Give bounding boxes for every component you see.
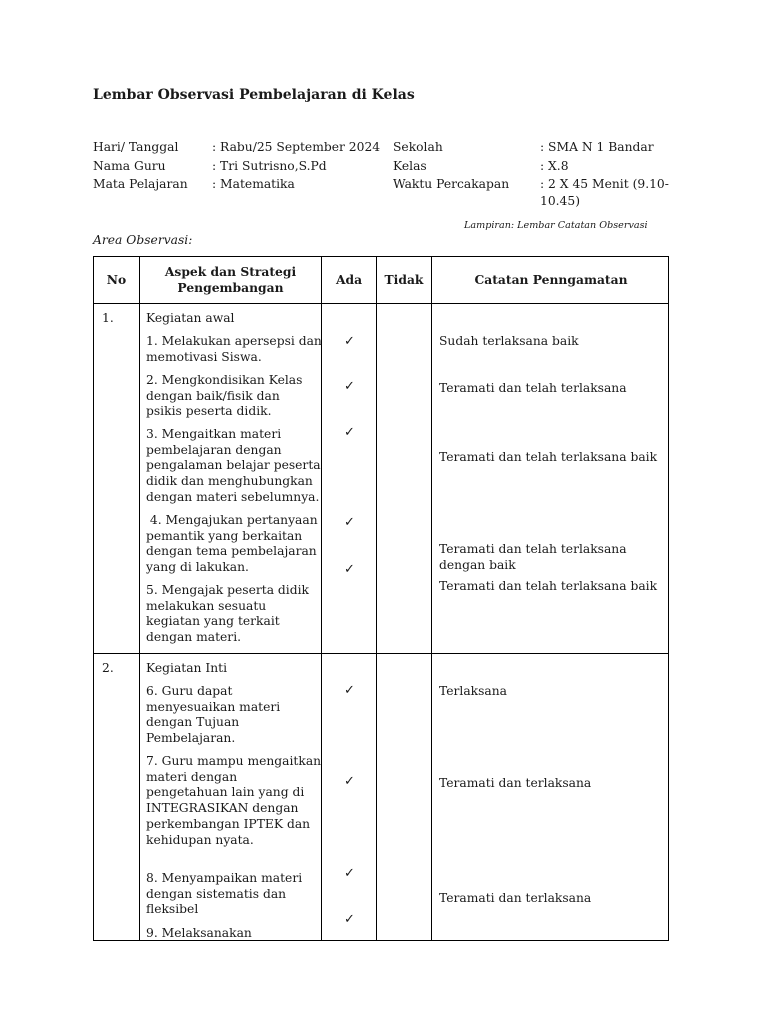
- section2-title: Kegiatan Inti: [146, 661, 228, 675]
- aspect-item-6: 6. Guru dapat menyesuaikan materi dengan Tujuan Pembelajaran.: [146, 684, 281, 746]
- section1-title: Kegiatan awal: [146, 311, 235, 325]
- note-item-5: Teramati dan telah terlaksana baik: [439, 579, 658, 593]
- note-item-8: Teramati dan terlaksana: [439, 891, 592, 905]
- area-label: Area Observasi:: [93, 233, 193, 247]
- info-labels-right: [393, 138, 509, 194]
- check-mark-item-4: ✓: [344, 515, 355, 530]
- aspect-item-3: 3. Mengaitkan materi pembelajaran dengan pengalaman belajar peserta didik dan menghubungkan dengan materi sebelumnya.: [146, 427, 321, 504]
- col-divider: [139, 257, 140, 940]
- check-mark-item-7: ✓: [344, 774, 355, 789]
- col-divider: [376, 257, 377, 940]
- header-tidak: Tidak: [384, 272, 424, 287]
- col-divider: [431, 257, 432, 940]
- section1-no: 1.: [102, 311, 114, 325]
- check-mark-item-1: ✓: [344, 334, 355, 349]
- check-mark-item-5: ✓: [344, 562, 355, 577]
- day-value: : Rabu/25 September 2024: [212, 140, 381, 154]
- check-mark-item-2: ✓: [344, 379, 355, 394]
- info-labels-left: [93, 138, 188, 194]
- class-label: Kelas: [393, 158, 427, 173]
- check-mark-item-3: ✓: [344, 425, 355, 440]
- section2-no: 2.: [102, 661, 114, 675]
- class-value: : X.8: [540, 158, 569, 173]
- subject-label: Mata Pelajaran: [93, 177, 188, 191]
- teacher-label: Nama Guru: [93, 158, 166, 173]
- teacher-value: : Tri Sutrisno,S.Pd: [212, 158, 327, 173]
- check-mark-item-6: ✓: [344, 683, 355, 698]
- check-mark-item-8: ✓: [344, 866, 355, 881]
- info-values-right: [540, 138, 669, 210]
- header-notes: Catatan Penngamatan: [474, 272, 628, 287]
- observation-table: [93, 256, 669, 941]
- time-value-line1: : 2 X 45 Menit (9.10-: [540, 177, 669, 191]
- header-ada: Ada: [335, 272, 363, 287]
- header-aspect: [140, 264, 321, 296]
- info-values-left: [212, 138, 380, 194]
- row-divider: [94, 653, 668, 654]
- subject-value: : Matematika: [212, 177, 295, 191]
- aspect-item-5: 5. Mengajak peserta didik melakukan sesuatu kegiatan yang terkait dengan materi.: [146, 583, 309, 645]
- note-item-1: Sudah terlaksana baik: [439, 334, 579, 348]
- note-item-6: Terlaksana: [439, 684, 508, 698]
- school-label: Sekolah: [393, 140, 443, 154]
- school-value: : SMA N 1 Bandar: [540, 140, 654, 154]
- check-mark-item-9: ✓: [344, 912, 355, 927]
- note-item-2: Teramati dan telah terlaksana: [439, 381, 627, 395]
- header-no: No: [106, 272, 127, 287]
- header-aspect-line2: Pengembangan: [177, 280, 284, 295]
- row-divider: [94, 303, 668, 304]
- aspect-item-1: 1. Melakukan apersepsi dan memotivasi Siswa.: [146, 334, 322, 364]
- header-aspect-line1: Aspek dan Strategi: [164, 264, 297, 279]
- time-label: Waktu Percakapan: [393, 177, 510, 191]
- aspect-item-4: 4. Mengajukan pertanyaan pemantik yang berkaitan dengan tema pembelajaran yang di lakukan.: [146, 513, 318, 575]
- aspect-item-7: 7. Guru mampu mengaitkan materi dengan pengetahuan lain yang di INTEGRASIKAN dengan perkembangan IPTEK dan kehidupan nyata.: [146, 754, 322, 847]
- aspect-item-9: 9. Melaksanakan: [146, 926, 252, 940]
- time-value-line2: 10.45): [540, 193, 581, 208]
- note-item-4: Teramati dan telah terlaksana dengan baik: [439, 542, 627, 572]
- aspect-item-8: 8. Menyampaikan materi dengan sistematis dan fleksibel: [146, 871, 303, 917]
- note-item-3: Teramati dan telah terlaksana baik: [439, 450, 658, 464]
- day-label: Hari/ Tanggal: [93, 140, 179, 154]
- aspect-item-2: 2. Mengkondisikan Kelas dengan baik/fisik dan psikis peserta didik.: [146, 373, 303, 419]
- document-title: Lembar Observasi Pembelajaran di Kelas: [93, 87, 415, 103]
- note-item-7: Teramati dan terlaksana: [439, 776, 592, 790]
- attachment-note: Lampiran: Lembar Catatan Observasi: [464, 220, 648, 231]
